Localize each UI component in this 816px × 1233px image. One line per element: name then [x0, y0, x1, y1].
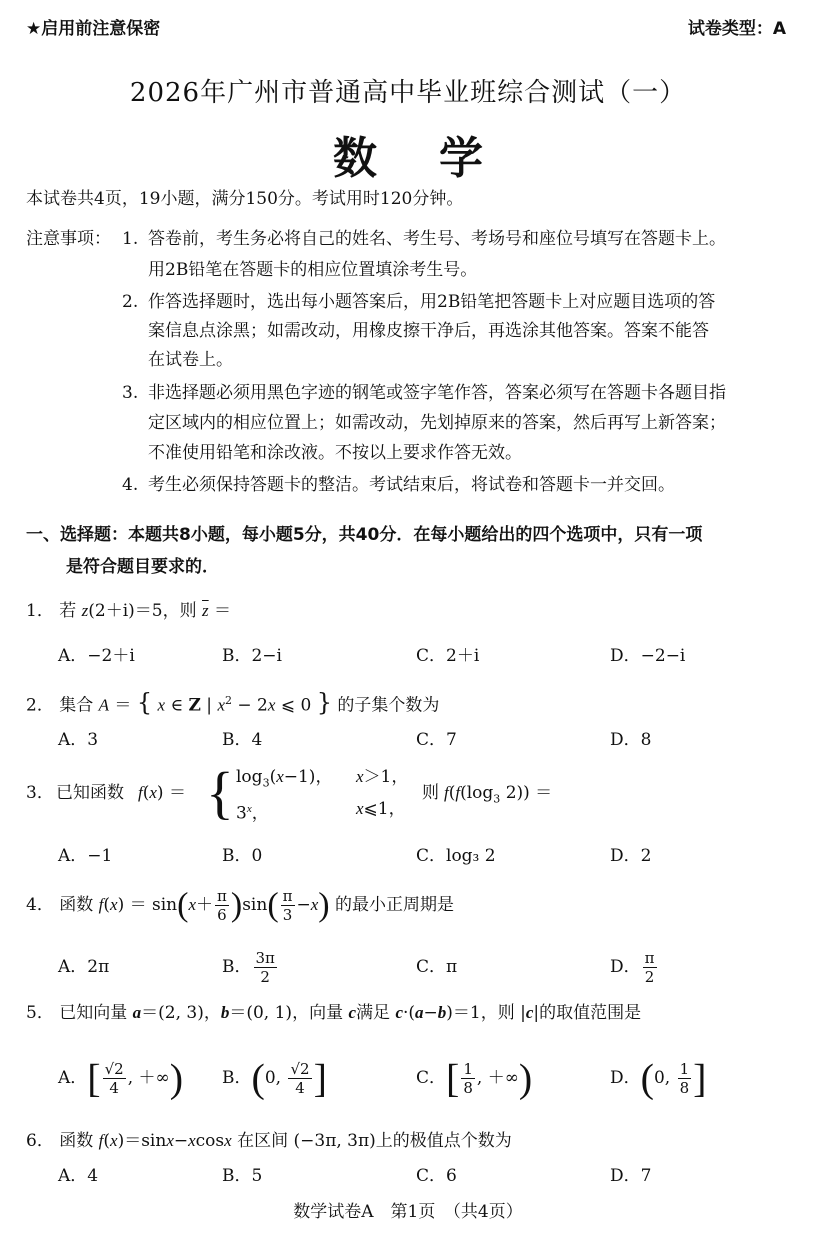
note-line: 非选择题必须用黑色字迹的钢笔或签字笔作答，答案必须写在答题卡各题目指	[148, 383, 726, 403]
note-line: 作答选择题时，选出每小题答案后，用2B铅笔把答题卡上对应题目选项的答	[148, 292, 716, 312]
option-c: C．π	[416, 957, 458, 977]
option-b: B．4	[222, 730, 263, 750]
option-c: C．[ $\frac{1}{8}$ , ＋∞)	[416, 1055, 533, 1101]
note-num: 4.	[122, 475, 139, 495]
math-expr: f(x) ＝	[138, 783, 186, 803]
option-c: C．2＋i	[416, 646, 480, 666]
notes-label: 注意事项：	[26, 229, 111, 249]
section-heading: 一、选择题：本题共8小题，每小题5分，共40分．在每小题给出的四个选项中，只有一项	[26, 525, 703, 545]
question-text: ，则	[480, 1003, 515, 1023]
question-text: 则	[422, 783, 439, 803]
question-text: 已知向量	[59, 1003, 128, 1023]
option-a: A．−2＋i	[58, 646, 135, 666]
math-expr: $\log_3(x-1)$，	[236, 767, 333, 790]
option-d: D．2	[610, 846, 652, 866]
option-d: D．7	[610, 1166, 652, 1186]
question-2: 2． 集合 A ＝ { x ∈ Z | $x^2 - 2x$ ⩽ 0 } 的子集个数为	[26, 688, 440, 717]
option-b: B．(0, $\frac{√2}{4}$ ]	[222, 1055, 327, 1101]
question-text: ，则	[162, 601, 197, 621]
paper-type-label: 试卷类型：A	[687, 19, 786, 39]
question-text: 的子集个数为	[337, 695, 440, 716]
question-text: 满足	[356, 1003, 391, 1023]
math-expr: A	[98, 695, 110, 715]
question-3	[26, 760, 786, 830]
question-4	[26, 880, 454, 930]
option-d: D． $\frac{\pi}{2}$	[610, 949, 655, 986]
exam-title: 2026年广州市普通高中毕业班综合测试（一）	[129, 78, 687, 108]
option-a: A．[ $\frac{√2}{4}$ , ＋∞)	[58, 1055, 184, 1101]
section-heading-cont: 是符合题目要求的．	[66, 557, 219, 577]
question-number: 2．	[26, 695, 54, 716]
question-text: 已知函数	[56, 783, 124, 803]
math-expr: x＞1，	[356, 767, 409, 787]
option-a: A．4	[58, 1166, 99, 1186]
question-text: 若	[59, 601, 77, 621]
subject-title: 数学	[333, 133, 545, 184]
note-line: 在试卷上。	[148, 350, 233, 370]
option-b: B．2−i	[222, 646, 282, 666]
note-num: 1.	[122, 229, 139, 249]
page-footer: 数学试卷A 第1页 （共4页）	[293, 1202, 523, 1222]
question-text: 在区间	[237, 1131, 289, 1151]
math-expr: x⩽1，	[356, 799, 406, 819]
option-a: A．3	[58, 730, 99, 750]
option-label: D．	[610, 1068, 641, 1088]
question-number: 1．	[26, 601, 54, 621]
note-line: 案信息点涂黑；如需改动，用橡皮擦干净后，再选涂其他答案。答案不能答	[148, 321, 709, 341]
note-line: 不准使用铅笔和涂改液。不按以上要求作答无效。	[148, 443, 522, 463]
question-text: 函数	[59, 1131, 94, 1151]
option-c: C．6	[416, 1166, 457, 1186]
question-text: 集合	[59, 695, 94, 716]
option-label: B．	[222, 1068, 252, 1088]
option-d: D．−2−i	[610, 646, 686, 666]
note-line: 答卷前，考生务必将自己的姓名、考生号、考场号和座位号填写在答题卡上。	[148, 229, 726, 249]
note-num: 2.	[122, 292, 139, 312]
option-b: B． $\frac{3\pi}{2}$	[222, 949, 275, 986]
math-expr: $\overline{z}$	[202, 601, 209, 620]
option-c: C．7	[416, 730, 457, 750]
question-1: 1． 若 z(2＋i)＝5，则 $\overline{z}$ ＝	[26, 601, 232, 621]
option-label: D．	[610, 957, 641, 977]
question-number: 4．	[26, 895, 54, 915]
question-text: ，向量	[292, 1003, 344, 1023]
note-num: 3.	[122, 383, 139, 403]
brace-symbol: {	[206, 760, 234, 825]
math-expr: z	[81, 601, 89, 620]
question-number: 3．	[26, 783, 54, 803]
question-5: 5． 已知向量 a＝(2, 3)，b＝(0, 1)，向量 c满足 c·(a−b)＝1，则 |c|的取值范围是	[26, 1003, 642, 1023]
question-text: 函数	[59, 895, 94, 915]
question-number: 6．	[26, 1131, 54, 1151]
option-a: A．2π	[58, 957, 110, 977]
question-text: 的取值范围是	[539, 1003, 642, 1023]
option-label: B．	[222, 957, 252, 977]
option-c: C．log₃ 2	[416, 846, 496, 866]
question-6: 6． 函数 f(x)＝sinx−xcosx 在区间 (−3π, 3π)上的极值点个数为	[26, 1131, 512, 1151]
note-line: 考生必须保持答题卡的整洁。考试结束后，将试卷和答题卡一并交回。	[148, 475, 675, 495]
option-label: A．	[58, 1068, 88, 1088]
option-b: B．0	[222, 846, 263, 866]
note-line: 用2B铅笔在答题卡的相应位置填涂考生号。	[148, 260, 478, 280]
option-d: D．(0, $\frac{1}{8}$ ]	[610, 1055, 707, 1101]
note-line: 定区域内的相应位置上；如需改动，先划掉原来的答案，然后再写上新答案；	[148, 413, 726, 433]
option-b: B．5	[222, 1166, 263, 1186]
math-expr: f(x) ＝ sin(x＋ $\frac{\pi}{6}$ )sin( $\frac{\pi}{3}$ −x)	[98, 886, 330, 924]
option-d: D．8	[610, 730, 652, 750]
option-label: C．	[416, 1068, 447, 1088]
option-a: A．−1	[58, 846, 113, 866]
question-text: 的最小正周期是	[335, 895, 455, 915]
question-number: 5．	[26, 1003, 54, 1023]
math-expr: $f(f(\log_3$ 2)) ＝	[444, 783, 553, 806]
math-expr: 3$^x$，	[236, 803, 269, 824]
exam-intro: 本试卷共4页，19小题，满分150分。考试用时120分钟。	[26, 189, 464, 209]
confidential-label: ★启用前注意保密	[26, 19, 161, 39]
question-text: 上的极值点个数为	[375, 1131, 512, 1151]
